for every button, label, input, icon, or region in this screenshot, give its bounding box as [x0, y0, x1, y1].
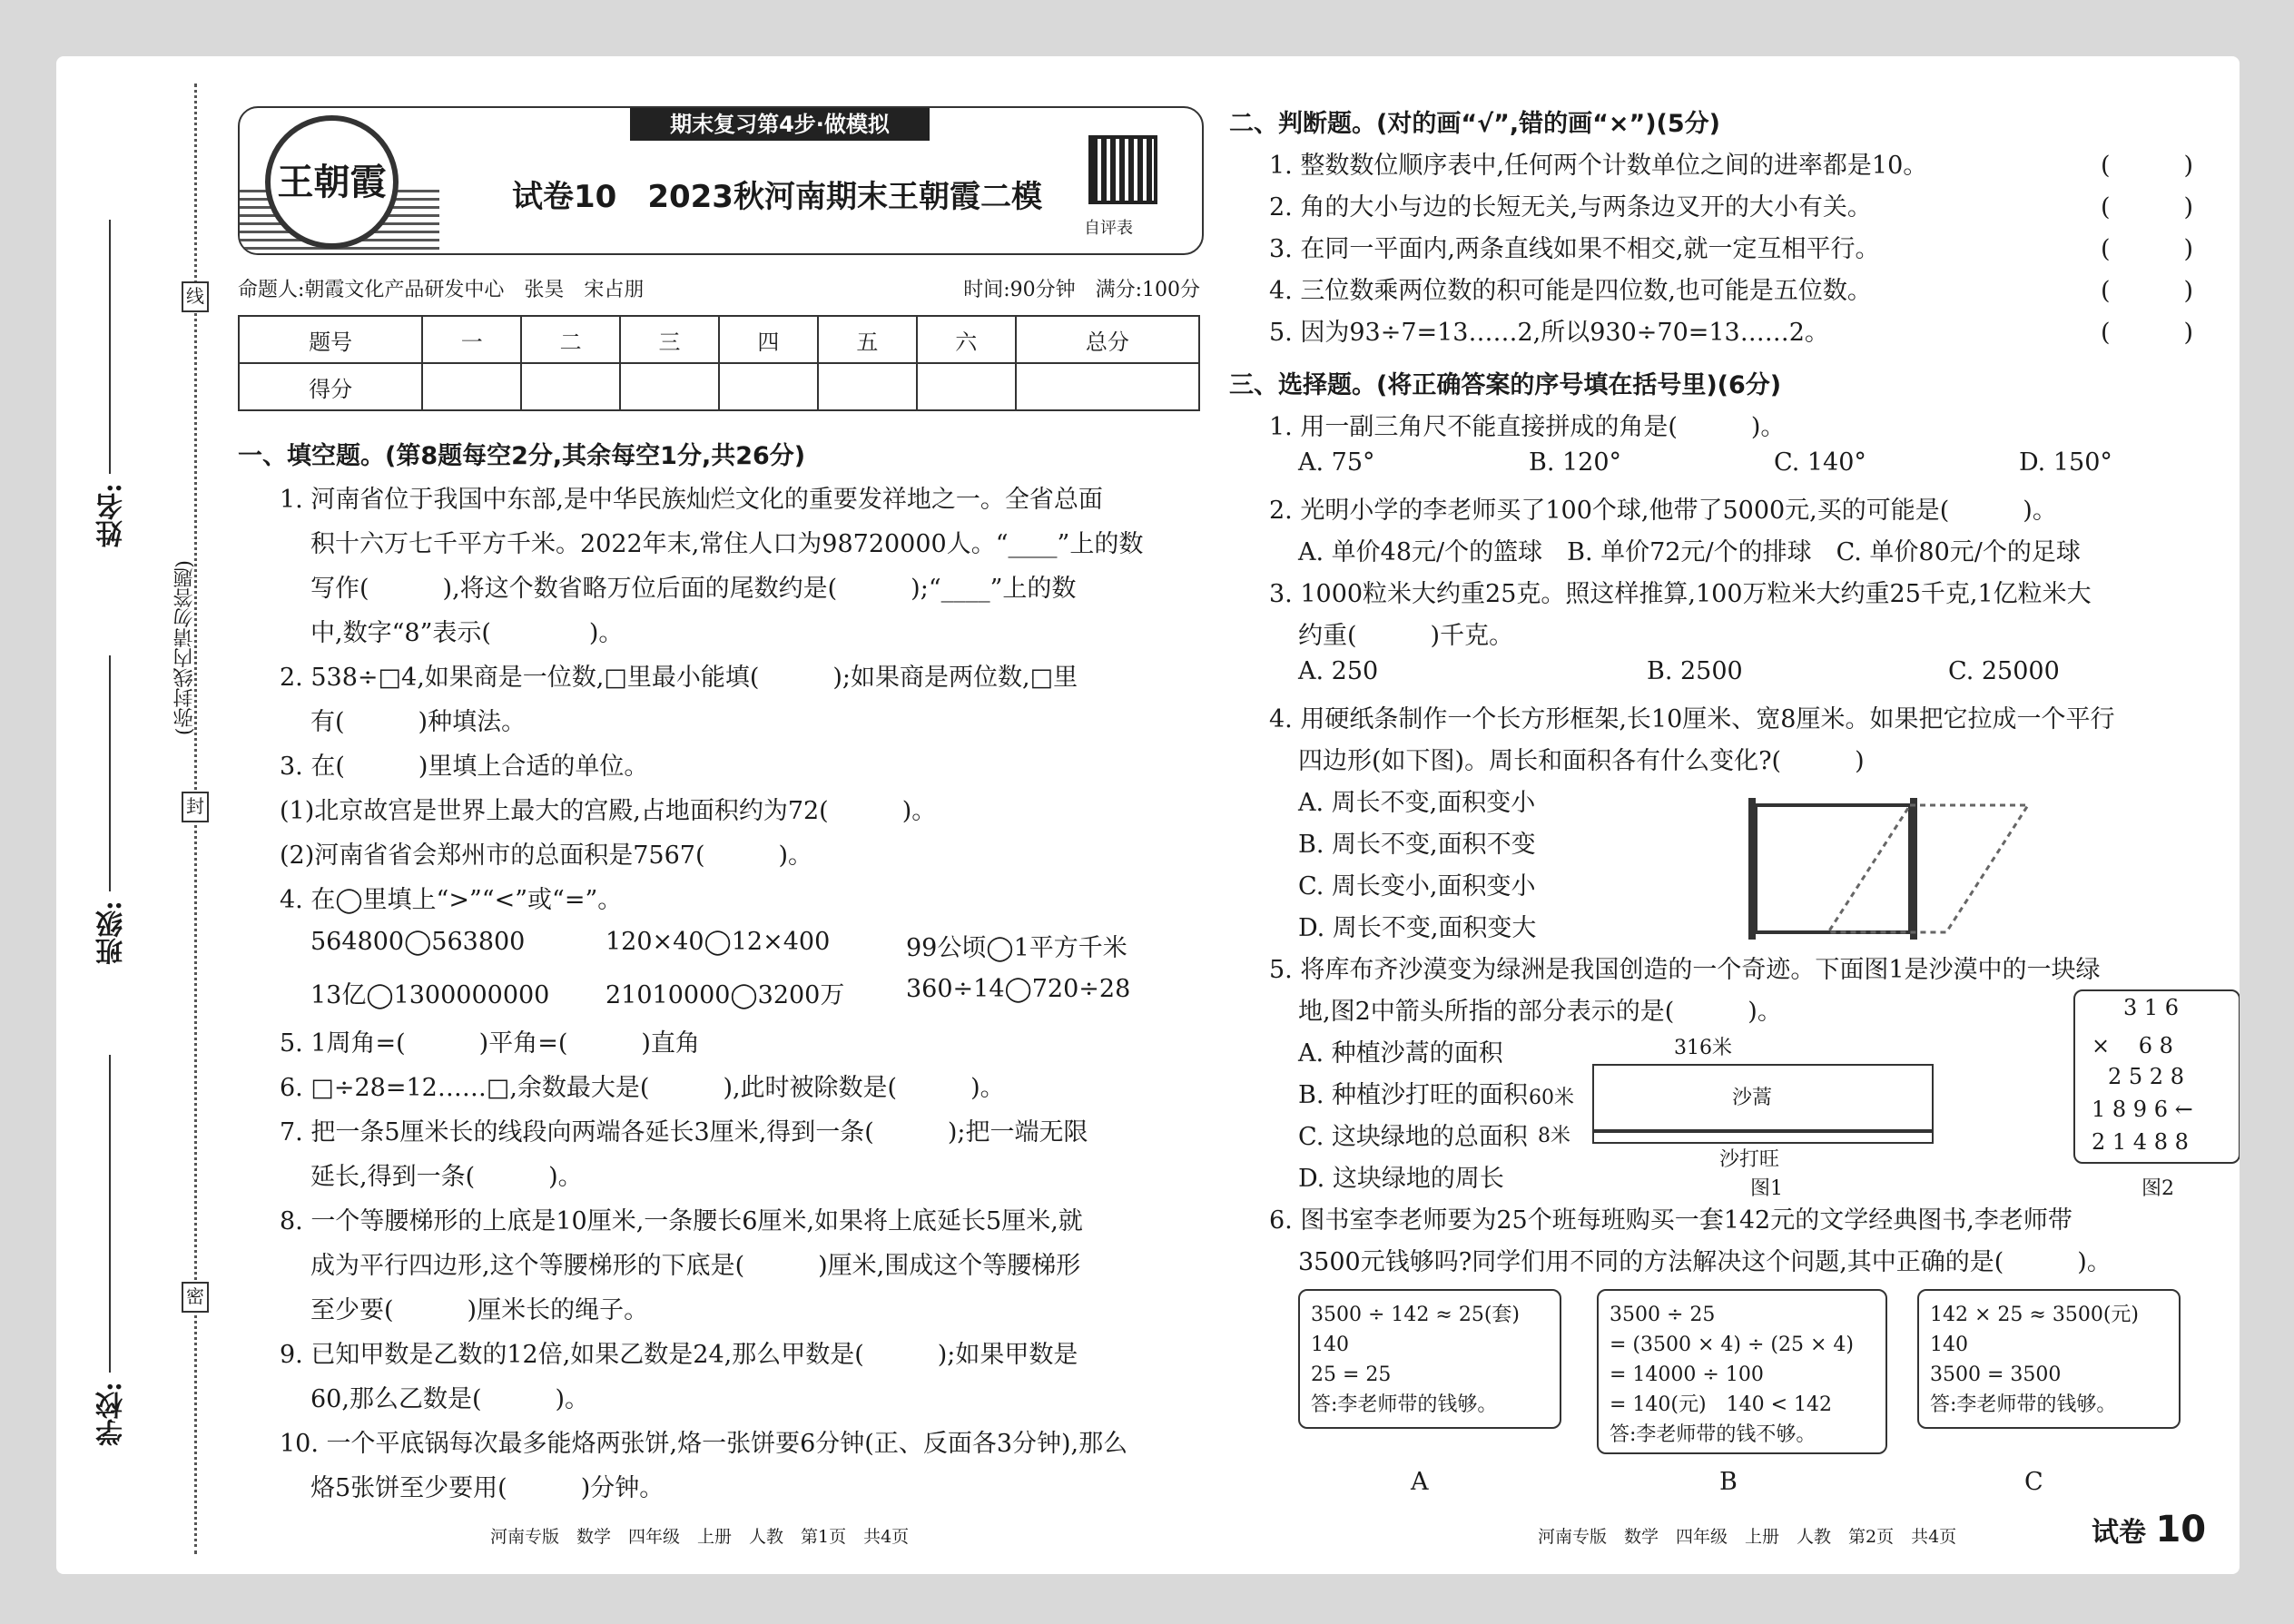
score-input[interactable]: [917, 363, 1016, 410]
choice-question: 2. 光明小学的李老师买了100个球,他带了5000元,买的可能是( )。: [1269, 497, 2057, 525]
choice-option: C. 周长变小,面积变小: [1298, 872, 1536, 901]
compare-item: 120×40◯12×400: [605, 928, 831, 956]
question-line: 积十六万七千平方千米。2022年末,常住人口为98720000人。“____”上的数: [310, 530, 1144, 558]
method-box-a: [1298, 1289, 1561, 1429]
score-table-row: [239, 363, 1199, 410]
compare-item: 13亿◯1300000000: [310, 981, 550, 1009]
score-cell: 六: [917, 316, 1016, 363]
judge-item: 2. 角的大小与边的长短无关,与两条边叉开的大小有关。: [1269, 193, 1872, 221]
box-line: 140: [1930, 1334, 1968, 1356]
box-line: = 14000 ÷ 100: [1610, 1363, 1764, 1386]
fig1-caption: 图1: [1750, 1177, 1783, 1200]
judge-item: 5. 因为93÷7=13……2,所以930÷70=13……2。: [1269, 319, 1829, 347]
judge-item: 3. 在同一平面内,两条直线如果不相交,就一定互相平行。: [1269, 235, 1880, 263]
choice-question: 四边形(如下图)。周长和面积各有什么变化?( ): [1298, 747, 1865, 775]
score-cell: 得分: [239, 363, 422, 410]
paper: [56, 56, 2240, 1574]
score-table-header: [239, 316, 1199, 363]
choice-option: A. 75°: [1298, 448, 1375, 477]
choice-question: 5. 将库布齐沙漠变为绿洲是我国创造的一个奇迹。下面图1是沙漠中的一块绿: [1269, 956, 2101, 984]
box-line: 答:李老师带的钱够。: [1311, 1393, 1498, 1416]
answer-bracket[interactable]: ( ): [2101, 193, 2194, 221]
question-line: 60,那么乙数是( )。: [310, 1385, 590, 1413]
time-score: 时间:90分钟 满分:100分: [963, 279, 1200, 301]
question-line: 至少要( )厘米长的绳子。: [310, 1296, 649, 1324]
choice-question: 6. 图书室李老师要为25个班每班购买一套142元的文学经典图书,李老师带: [1269, 1206, 2072, 1235]
question-line: 10. 一个平底锅每次最多能烙两张饼,烙一张饼要6分钟(正、反面各3分钟),那么: [280, 1430, 1128, 1458]
banner: 期末复习第4步·做模拟: [630, 108, 930, 141]
seal-mark-bottom: 密: [182, 1282, 209, 1313]
choice-option: C. 这块绿地的总面积: [1298, 1123, 1528, 1151]
box-line: 答:李老师带的钱不够。: [1610, 1423, 1816, 1446]
score-cell: 三: [620, 316, 719, 363]
question-line: 5. 1周角=( )平角=( )直角: [280, 1029, 700, 1058]
question-line: 烙5张饼至少要用( )分钟。: [310, 1474, 665, 1502]
school-field[interactable]: [109, 1055, 111, 1373]
fig2-caption: 图2: [2141, 1177, 2174, 1200]
question-line: (2)河南省省会郑州市的总面积是7567( )。: [280, 842, 813, 870]
fig1-inner-label: 沙蒿: [1732, 1087, 1773, 1109]
fig2-row: 3 1 6: [2123, 995, 2180, 1020]
exam-title: 试卷10 2023秋河南期末王朝霞二模: [512, 179, 1042, 215]
question-line: 写作( ),将这个数省略万位后面的尾数约是( );“____”上的数: [310, 575, 1077, 603]
score-input[interactable]: [818, 363, 917, 410]
choice-question: 3. 1000粒米大约重25克。照这样推算,100万粒米大约重25千克,1亿粒米大: [1269, 580, 2092, 608]
judge-item: 1. 整数数位顺序表中,任何两个计数单位之间的进率都是10。: [1269, 152, 1928, 180]
answer-bracket[interactable]: ( ): [2101, 235, 2194, 263]
choice-option: B. 种植沙打旺的面积: [1298, 1081, 1529, 1109]
choice-option: A. 周长不变,面积变小: [1298, 789, 1536, 817]
box-line: 142 × 25 ≈ 3500(元): [1930, 1304, 2139, 1326]
frame-figure: [1728, 787, 2046, 950]
box-line: 3500 ÷ 142 ≈ 25(套): [1311, 1304, 1520, 1326]
seal-mark-top: 线: [182, 281, 209, 312]
seal-note: (弥封线内请勿答题): [173, 560, 196, 736]
question-line: 3. 在( )里填上合适的单位。: [280, 753, 649, 781]
question-line: 8. 一个等腰梯形的上底是10厘米,一条腰长6厘米,如果将上底延长5厘米,就: [280, 1207, 1083, 1235]
choice-question: 3500元钱够吗?同学们用不同的方法解决这个问题,其中正确的是( )。: [1298, 1248, 2112, 1276]
question-line: 有( )种填法。: [310, 708, 527, 736]
fig1-left-label2: 8米: [1538, 1125, 1570, 1147]
score-input[interactable]: [422, 363, 521, 410]
exam-info: [238, 274, 1200, 302]
method-box-b: [1597, 1289, 1887, 1454]
fig2-row: 2 1 4 8 8: [2092, 1129, 2189, 1155]
score-cell: 五: [818, 316, 917, 363]
brand-logo: [265, 115, 399, 249]
question-line: 延长,得到一条( )。: [310, 1163, 583, 1191]
choice-question: 1. 用一副三角尺不能直接拼成的角是( )。: [1269, 413, 1786, 441]
choice-option: B. 周长不变,面积不变: [1298, 831, 1536, 859]
box-line: = 140(元) 140 < 142: [1610, 1393, 1832, 1416]
question-line: 中,数字“8”表示( )。: [310, 619, 624, 647]
fig1-left-label: 60米: [1529, 1087, 1574, 1109]
compare-item: 564800◯563800: [310, 928, 526, 956]
option-label-b: B: [1719, 1468, 1738, 1496]
answer-bracket[interactable]: ( ): [2101, 319, 2194, 347]
score-input[interactable]: [620, 363, 719, 410]
score-cell: 四: [719, 316, 818, 363]
score-input[interactable]: [521, 363, 620, 410]
footer-right: 河南专版 数学 四年级 上册 人教 第2页 共4页: [1538, 1527, 1957, 1547]
section-2-title: 二、判断题。(对的画“√”,错的画“×”)(5分): [1229, 110, 1721, 138]
score-cell: 一: [422, 316, 521, 363]
section-3-title: 三、选择题。(将正确答案的序号填在括号里)(6分): [1229, 371, 1782, 399]
question-line: 成为平行四边形,这个等腰梯形的下底是( )厘米,围成这个等腰梯形: [310, 1252, 1081, 1280]
choice-question: 地,图2中箭头所指的部分表示的是( )。: [1298, 998, 1782, 1026]
choice-option: D. 这块绿地的周长: [1298, 1165, 1504, 1193]
fig1-strip: [1592, 1129, 1934, 1144]
box-line: 25 = 25: [1311, 1363, 1392, 1386]
fig1-top-label: 316米: [1674, 1037, 1732, 1059]
box-line: = (3500 × 4) ÷ (25 × 4): [1610, 1334, 1854, 1356]
question-line: 2. 538÷□4,如果商是一位数,□里最小能填( );如果商是两位数,□里: [280, 664, 1078, 692]
answer-bracket[interactable]: ( ): [2101, 277, 2194, 305]
fig2-row: × 6 8: [2092, 1033, 2173, 1058]
name-label: 姓名:: [96, 483, 128, 548]
seal-mark-mid: 封: [182, 792, 209, 822]
fig1-bottom-label: 沙打旺: [1719, 1148, 1780, 1171]
answer-bracket[interactable]: ( ): [2101, 152, 2194, 180]
question-line: 9. 已知甲数是乙数的12倍,如果乙数是24,那么甲数是( );如果甲数是: [280, 1341, 1078, 1369]
question-line: 7. 把一条5厘米长的线段向两端各延长3厘米,得到一条( );把一端无限: [280, 1118, 1088, 1147]
question-line: (1)北京故宫是世界上最大的宫殿,占地面积约为72( )。: [280, 797, 937, 825]
binding-strip: [56, 56, 229, 1574]
fig2-row: 1 8 9 6 ←: [2092, 1097, 2193, 1122]
choice-option: C. 25000: [1948, 657, 2060, 685]
badge-number: 10: [2155, 1509, 2207, 1550]
choice-option: A. 250: [1298, 657, 1379, 685]
choice-option: A. 种植沙蒿的面积: [1298, 1039, 1503, 1068]
logo-text: 王朝霞: [277, 161, 387, 203]
choice-option: A. 单价48元/个的篮球 B. 单价72元/个的排球 C. 单价80元/个的足球: [1298, 538, 2081, 566]
choice-option: D. 150°: [2019, 448, 2112, 477]
class-field[interactable]: [109, 655, 111, 891]
question-line: 6. □÷28=12……□,余数最大是( ),此时被除数是( )。: [280, 1074, 1005, 1102]
box-line: 140: [1311, 1334, 1349, 1356]
qr-code-icon[interactable]: [1088, 135, 1157, 204]
method-box-c: [1917, 1289, 2181, 1429]
choice-option: D. 周长不变,面积变大: [1298, 914, 1537, 942]
authors: 命题人:朝霞文化产品研发中心 张昊 宋占朋: [238, 279, 645, 301]
question-line: 1. 河南省位于我国中东部,是中华民族灿烂文化的重要发祥地之一。全省总面: [280, 486, 1103, 514]
compare-item: 21010000◯3200万: [605, 981, 845, 1009]
choice-option: C. 140°: [1774, 448, 1866, 477]
option-label-c: C: [2024, 1468, 2043, 1496]
choice-question: 4. 用硬纸条制作一个长方形框架,长10厘米、宽8厘米。如果把它拉成一个平行: [1269, 705, 2115, 733]
choice-question: 约重( )千克。: [1298, 622, 1514, 650]
score-cell: 二: [521, 316, 620, 363]
question-line: 4. 在◯里填上“>”“<”或“=”。: [280, 886, 623, 914]
compare-item: 99公顷◯1平方千米: [906, 934, 1127, 962]
choice-option: B. 120°: [1529, 448, 1622, 477]
exam-header: [238, 106, 1204, 255]
judge-item: 4. 三位数乘两位数的积可能是四位数,也可能是五位数。: [1269, 277, 1872, 305]
section-1-title: 一、填空题。(第8题每空2分,其余每空1分,共26分): [238, 442, 806, 470]
qr-label: 自评表: [1084, 219, 1133, 238]
badge-text: 试卷: [2092, 1517, 2146, 1549]
score-input[interactable]: [719, 363, 818, 410]
box-line: 答:李老师带的钱够。: [1930, 1393, 2117, 1416]
compare-item: 360÷14◯720÷28: [906, 975, 1131, 1003]
box-line: 3500 ÷ 25: [1610, 1304, 1716, 1326]
score-cell: 总分: [1016, 316, 1199, 363]
school-label: 学校:: [96, 1382, 128, 1447]
choice-option: B. 2500: [1647, 657, 1743, 685]
name-field[interactable]: [109, 220, 111, 474]
fig2-row: 2 5 2 8: [2108, 1064, 2184, 1089]
score-input[interactable]: [1016, 363, 1199, 410]
score-table: [238, 315, 1200, 411]
footer-left: 河南专版 数学 四年级 上册 人教 第1页 共4页: [490, 1527, 910, 1547]
box-line: 3500 = 3500: [1930, 1363, 2062, 1386]
exam-badge: [2092, 1509, 2206, 1550]
option-label-a: A: [1411, 1468, 1429, 1496]
score-cell: 题号: [239, 316, 422, 363]
class-label: 班级:: [96, 901, 128, 966]
